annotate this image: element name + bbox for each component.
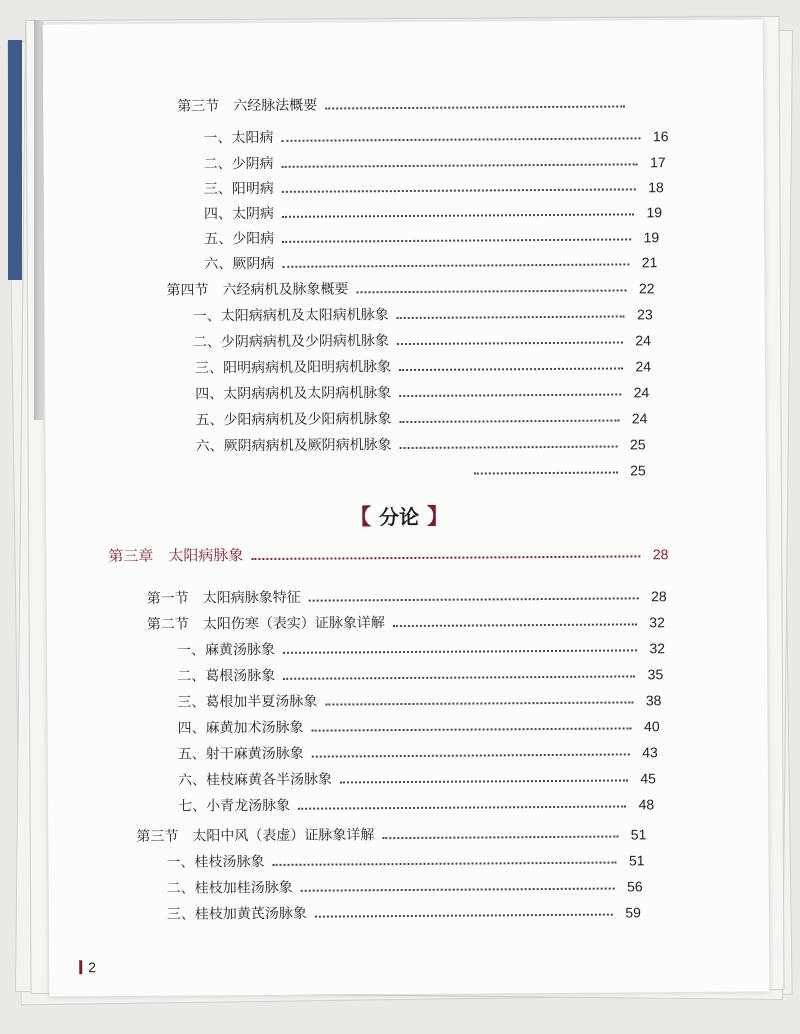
dot-leader (399, 393, 621, 397)
dot-leader (282, 188, 636, 192)
toc-entry-title: 三、阳明病 (203, 180, 274, 198)
chapter-page: 28 (652, 546, 669, 563)
part-bracket-close: 】 (427, 504, 450, 530)
dot-leader (251, 555, 640, 560)
toc-entry-page: 28 (651, 588, 667, 605)
toc-entry-title: 一、桂枝汤脉象 (166, 853, 265, 871)
toc-entry-title: 二、桂枝加桂汤脉象 (166, 879, 293, 897)
dot-leader (325, 105, 625, 109)
toc-entry-page: 16 (652, 128, 669, 145)
dot-leader (382, 836, 618, 840)
toc-entry-title: 四、麻黄加术汤脉象 (177, 719, 304, 737)
toc-section-entry (147, 582, 667, 608)
toc-entry-page: 19 (646, 204, 663, 221)
dot-leader (399, 367, 623, 371)
toc-item-entry (177, 660, 663, 685)
toc-entry-page: 18 (648, 179, 664, 196)
toc-item-entry (193, 300, 653, 325)
dot-leader (399, 420, 619, 424)
toc-section-entry (147, 608, 665, 634)
toc-entry-page: 40 (643, 718, 660, 735)
toc-item-entry (178, 790, 654, 815)
toc-entry-page: 24 (633, 384, 650, 401)
toc-entry-title: 六、桂枝麻黄各半汤脉象 (177, 771, 332, 789)
toc-entry-title: 四、太阴病病机及太阴病机脉象 (195, 385, 392, 403)
toc-item-entry (195, 378, 649, 403)
dot-leader (397, 341, 623, 345)
toc-entry-title: 二、少阴病病机及少阴病机脉象 (192, 333, 389, 351)
toc-item-entry (167, 872, 643, 897)
dot-leader (397, 315, 625, 319)
part-title: 分论 (379, 504, 420, 529)
toc-item-entry (204, 223, 659, 248)
dot-leader (282, 213, 634, 217)
toc-entry-page: 24 (635, 332, 651, 349)
toc-entry-page: 59 (625, 904, 641, 921)
toc-item-entry (193, 326, 651, 351)
toc-section-entry (136, 820, 646, 846)
dot-leader (282, 238, 631, 242)
dot-leader (315, 914, 613, 918)
toc-entry-title: 六、厥阴病病机及厥阴病机脉象 (195, 437, 392, 455)
dot-leader (393, 623, 637, 627)
toc-entry-title: 三、阳明病病机及阳明病机脉象 (195, 359, 392, 377)
page-number (79, 959, 96, 975)
dot-leader (282, 163, 638, 167)
toc-item-entry (204, 198, 662, 223)
dot-leader (312, 753, 630, 757)
toc-entry-page: 23 (637, 306, 653, 323)
toc-item-entry (166, 846, 644, 871)
toc-item-entry (195, 352, 651, 377)
part-bracket-open: 【 (349, 504, 372, 530)
toc-entry-title: 二、葛根汤脉象 (177, 667, 276, 685)
toc-entry-page: 22 (638, 280, 655, 297)
dot-leader (340, 779, 628, 783)
toc-entry-page: 25 (630, 462, 646, 479)
toc-item-entry (178, 738, 658, 763)
toc-entry-page: 32 (649, 640, 666, 657)
dot-leader (283, 649, 637, 653)
dot-leader (281, 137, 640, 142)
toc-item-entry (204, 173, 664, 198)
toc-entry-title: 五、少阳病 (204, 230, 275, 248)
dot-leader (474, 472, 618, 475)
toc-entry-page: 24 (635, 358, 652, 375)
toc-item-entry (177, 634, 665, 659)
toc-section-entry (177, 90, 653, 115)
toc-item-entry (196, 430, 646, 455)
toc-entry-title: 三、葛根加半夏汤脉象 (177, 693, 318, 711)
toc-entry-title: 六、厥阴病 (204, 255, 275, 273)
toc-entry-page: 19 (643, 229, 660, 246)
dot-leader (309, 597, 639, 601)
part-heading (334, 500, 464, 531)
toc-item-entry (204, 148, 666, 173)
toc-entry-title: 第四节 六经病机及脉象概要 (166, 281, 349, 299)
dot-leader (325, 701, 633, 705)
toc-entry-title: 三、桂枝加黄芪汤脉象 (166, 905, 307, 923)
toc-entry-page: 24 (631, 410, 648, 427)
toc-entry-page: 32 (649, 614, 665, 631)
toc-entry-title: 五、少阳病病机及少阳病机脉象 (195, 411, 392, 429)
dot-leader (273, 862, 617, 866)
toc-entry-page: 51 (630, 826, 647, 843)
toc-entry-title: 五、射干麻黄汤脉象 (177, 745, 304, 763)
dot-leader (282, 263, 629, 267)
dot-leader (357, 289, 627, 293)
toc-entry-title: 第三节 太阳中风（表虚）证脉象详解 (136, 827, 375, 845)
toc-entry-title: 七、小青龙汤脉象 (178, 797, 291, 815)
toc-entry-title: 第二节 太阳伤寒（表实）证脉象详解 (146, 615, 385, 633)
dot-leader (312, 727, 632, 731)
toc-section-entry (166, 274, 654, 299)
dot-leader (400, 446, 618, 450)
chapter-entry (108, 540, 668, 566)
toc-entry-page: 25 (629, 436, 646, 453)
toc-item-entry (177, 686, 661, 711)
toc-entry-title: 一、太阳病病机及太阳病机脉象 (192, 307, 389, 325)
page-number-text: 2 (88, 959, 97, 976)
toc-item-entry (204, 248, 657, 273)
chapter-title: 第三章 太阳病脉象 (108, 546, 244, 566)
toc-entry-page: 21 (641, 254, 658, 271)
book-edge-blue (8, 40, 22, 280)
toc-item-entry (195, 404, 647, 429)
toc-entry-title: 一、麻黄汤脉象 (176, 641, 276, 659)
toc-entry-title: 四、太阴病 (203, 205, 275, 223)
toc-item-entry (466, 456, 646, 479)
toc-item-entry (167, 898, 641, 923)
toc-item-entry (203, 122, 668, 147)
dot-leader (301, 888, 615, 892)
toc-entry-page: 56 (627, 878, 643, 895)
page-number-bar (79, 960, 82, 974)
dot-leader (298, 805, 626, 809)
toc-entry-page: 51 (628, 852, 645, 869)
toc-entry-title: 第三节 六经脉法概要 (177, 97, 318, 115)
toc-entry-title: 第一节 太阳病脉象特征 (146, 589, 301, 607)
toc-entry-page: 17 (650, 154, 666, 171)
toc-entry-page: 43 (642, 744, 658, 761)
toc-entry-page: 38 (645, 692, 662, 709)
toc-entry-title: 一、太阳病 (203, 129, 274, 147)
dot-leader (283, 675, 635, 679)
toc-entry-page: 45 (640, 770, 656, 787)
toc-entry-page: 35 (647, 666, 664, 683)
toc-entry-page: 48 (638, 796, 655, 813)
toc-page (43, 19, 770, 996)
toc-item-entry (177, 712, 659, 737)
toc-entry-title: 二、少阴病 (203, 155, 274, 173)
toc-item-entry (178, 764, 656, 789)
